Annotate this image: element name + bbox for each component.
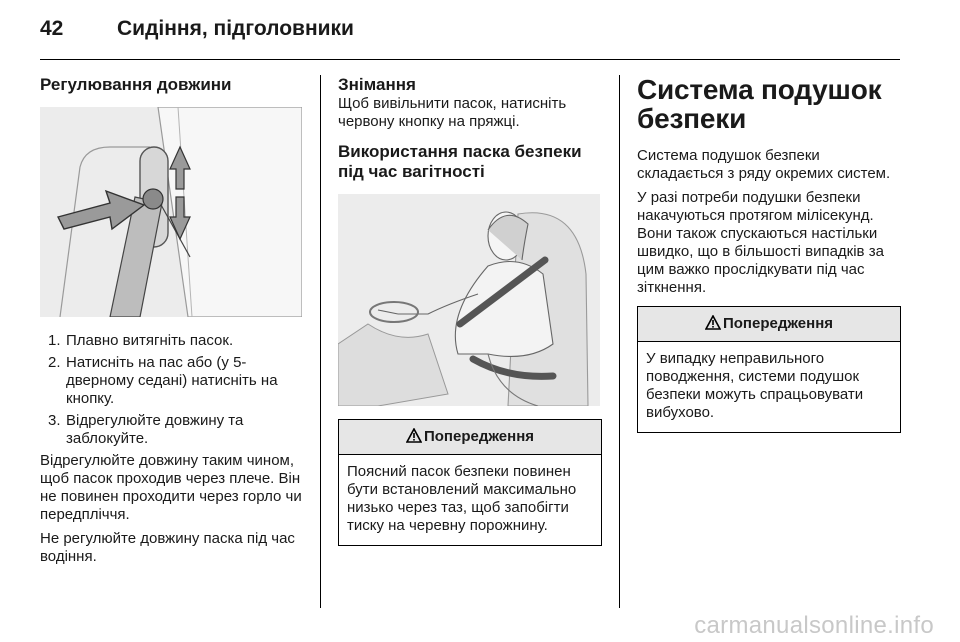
column-divider [320, 75, 321, 608]
page-number: 42 [40, 17, 64, 40]
column-divider [619, 75, 620, 608]
running-title: Сидіння, підголовники [117, 17, 354, 40]
warning-title: Попередження [423, 428, 535, 445]
list-item: 1. Плавно витягніть пасок. [48, 332, 234, 349]
column-3 [637, 75, 901, 433]
warning-triangle-icon [705, 315, 721, 330]
paragraph: У разі потреби подушки безпеки накачуються протягом мілісекунд. Вони також спускаються настільки швидко, що в більшості випадків за цим важко прослідкувати під час зіткнення. [637, 189, 884, 296]
warning-text: У випадку неправильного поводження, системи подушок безпеки можуть спрацьовувати вибухово. [646, 350, 864, 421]
list-item: 2. Натисніть на пас або (у 5-дверному седані) натисніть на кнопку. [48, 354, 278, 407]
warning-text: Поясний пасок безпеки повинен бути встановлений максимально низько через таз, щоб запобігти тиску на черевну порожнину. [347, 463, 577, 534]
header-rule [40, 59, 900, 60]
warning-box [637, 306, 901, 433]
column-1 [40, 75, 306, 566]
pregnant-driver-illustration [338, 194, 600, 406]
watermark: carmanualsonline.info [694, 612, 934, 639]
belt-height-adjuster-illustration [40, 107, 302, 317]
warning-triangle-icon [406, 428, 422, 443]
warning-title: Попередження [722, 315, 834, 332]
warning-header [339, 420, 601, 455]
warning-box [338, 419, 602, 546]
section-heading: Використання паска безпеки під час вагітності [338, 142, 582, 181]
steps-list [40, 332, 306, 448]
section-heading: Знімання [338, 75, 416, 94]
paragraph: Відрегулюйте довжину таким чином, щоб пасок проходив через плече. Він не повинен проходити через горло чи передпліччя. [40, 452, 302, 523]
paragraph: Система подушок безпеки складається з ряду окремих систем. [637, 147, 891, 182]
column-2 [338, 75, 602, 546]
chapter-heading: Система подушок безпеки [637, 74, 882, 134]
paragraph: Щоб вивільнити пасок, натисніть червону кнопку на пряжці. [338, 95, 567, 130]
warning-header [638, 307, 900, 342]
section-heading: Регулювання довжини [40, 75, 232, 94]
list-item: 3. Відрегулюйте довжину та заблокуйте. [48, 412, 244, 447]
paragraph: Не регулюйте довжину паска під час водіння. [40, 530, 295, 565]
